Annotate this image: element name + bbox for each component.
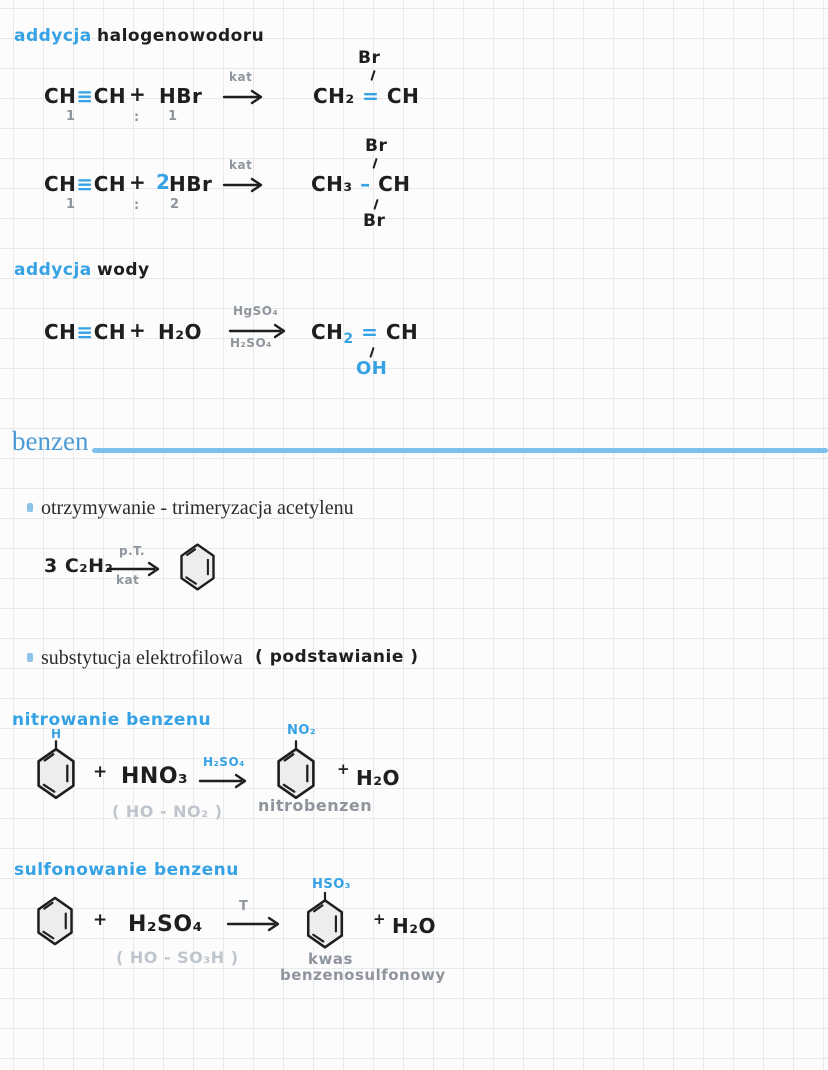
rw-ch: CH	[44, 320, 77, 344]
sulfonation-reagent-note: ( HO - SO₃H )	[116, 948, 239, 967]
r1-arrow	[222, 88, 266, 106]
benzen-title: benzen	[12, 426, 89, 456]
rw-product-oh: OH	[356, 358, 388, 379]
r1-plus: +	[129, 82, 147, 106]
benzene-ring-sulfonation-product	[305, 892, 345, 949]
rw-ch2: CH	[93, 320, 127, 344]
rw-lhs	[44, 320, 126, 344]
rw-arrow-label-below: H₂SO₄	[230, 336, 272, 350]
rw-product	[311, 320, 418, 347]
sulfonation-product-name-line2: benzenosulfonowy	[280, 966, 446, 984]
benzene-ring-trimer	[179, 543, 216, 591]
benzene-ring-nitration-product	[276, 740, 316, 800]
benzene-ring-nitration-reactant	[36, 740, 76, 800]
r1-reagent: HBr	[159, 84, 203, 108]
nitration-byproduct: H₂O	[356, 766, 400, 790]
section-heading-addition-water-word2: wody	[97, 260, 150, 280]
r2-product-single-bond: –	[360, 172, 371, 196]
r2-product-ch: CH	[378, 172, 411, 196]
r2-ch: CH	[44, 172, 77, 196]
nitration-heading: nitrowanie benzenu	[12, 710, 212, 730]
nitration-reagent: HNO₃	[121, 764, 189, 789]
sulfonation-arrow-label: T	[239, 899, 249, 914]
trimer-lhs: 3 C₂H₂	[44, 555, 114, 577]
r2-ch2: CH	[93, 172, 127, 196]
r2-catalyst-label: kat	[229, 158, 253, 172]
sulfonation-byproduct: H₂O	[392, 914, 436, 938]
sulfonation-arrow	[226, 915, 284, 933]
nitration-plus1: +	[93, 762, 108, 782]
sulfonation-plus1: +	[93, 910, 108, 930]
section-heading-addition-hx-word1: addycja	[14, 26, 92, 46]
bullet-icon	[27, 503, 33, 512]
r1-triple-bond: ≡	[76, 84, 94, 108]
r2-product	[311, 172, 411, 196]
section-heading-addition-water-word1: addycja	[14, 260, 92, 280]
nitration-arrow-label: H₂SO₄	[203, 755, 245, 769]
sulfonation-product-substituent: HSO₃	[312, 877, 351, 892]
section-heading-addition-hx-word2: halogenowodoru	[97, 26, 265, 46]
nitration-product-name: nitrobenzen	[258, 796, 373, 815]
bullet1-text: otrzymywanie - trimeryzacja acetylenu	[41, 497, 354, 519]
r1-product-ch: CH	[386, 84, 420, 108]
r1-product-double-bond: =	[362, 84, 380, 108]
rw-product-ch2: CH	[385, 320, 419, 344]
sulfonation-reagent: H₂SO₄	[128, 912, 203, 937]
r2-mole-mark-1: 1	[66, 197, 76, 212]
r1-mole-mark-1: 1	[66, 109, 76, 124]
nitration-substituent-h: H	[51, 727, 62, 741]
r1-product-ch2: CH₂	[313, 84, 355, 108]
benzene-ring-sulfonation-reactant	[36, 896, 74, 946]
nitration-plus2: +	[337, 760, 351, 778]
rw-plus: +	[129, 318, 147, 342]
r1-product	[313, 84, 419, 108]
bullet2-note: ( podstawianie )	[255, 647, 419, 667]
r1-ch: CH	[44, 84, 77, 108]
sulfonation-product-name-line1: kwas	[308, 950, 353, 968]
rw-arrow-label-above: HgSO₄	[233, 304, 279, 318]
rw-reagent: H₂O	[158, 320, 202, 344]
r1-mole-mark-2: 1	[168, 109, 178, 124]
r2-product-ch3: CH₃	[311, 172, 353, 196]
bullet-icon	[27, 653, 33, 662]
nitration-arrow	[198, 772, 250, 790]
r1-bond-tick	[370, 70, 376, 81]
r1-mole-colon: :	[134, 110, 140, 125]
nitration-product-substituent: NO₂	[287, 723, 317, 738]
benzen-underline-rule	[92, 448, 828, 453]
r1-ch2: CH	[93, 84, 127, 108]
r2-bond-tick-top	[372, 158, 378, 169]
trimer-arrow-label-below: kat	[116, 573, 140, 587]
rw-product-subscript: 2	[343, 331, 354, 347]
rw-product-double-bond: =	[361, 320, 379, 344]
r2-coefficient: 2	[156, 170, 171, 194]
rw-product-ch: CH	[311, 320, 344, 344]
r1-catalyst-label: kat	[229, 70, 253, 84]
r2-plus: +	[129, 170, 147, 194]
r2-triple-bond: ≡	[76, 172, 94, 196]
bullet2-text: substytucja elektrofilowa	[41, 647, 243, 669]
r1-lhs	[44, 84, 126, 108]
r2-reagent: HBr	[169, 172, 213, 196]
r2-arrow	[222, 176, 266, 194]
r2-product-br-top: Br	[365, 136, 388, 156]
r2-bond-tick-bottom	[373, 199, 379, 210]
rw-bond-tick	[369, 347, 375, 358]
trimer-arrow-label-above: p.T.	[119, 544, 146, 558]
r1-product-br: Br	[358, 48, 381, 68]
nitration-reagent-note: ( HO - NO₂ )	[112, 802, 223, 821]
r2-mole-colon: :	[134, 198, 140, 213]
rw-triple-bond: ≡	[76, 320, 94, 344]
r2-mole-mark-2: 2	[170, 197, 180, 212]
sulfonation-heading: sulfonowanie benzenu	[14, 860, 239, 880]
r2-lhs	[44, 172, 126, 196]
r2-product-br-bottom: Br	[363, 211, 386, 231]
sulfonation-plus2: +	[373, 910, 387, 928]
